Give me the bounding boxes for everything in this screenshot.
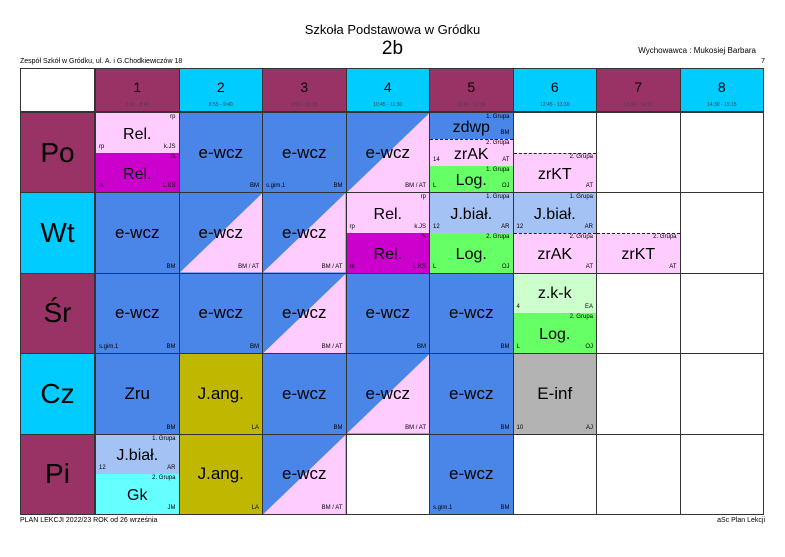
subject-name: J.biał. xyxy=(533,206,576,224)
subject-name: e-wcz xyxy=(282,142,327,162)
homeroom-teacher: Wychowawca : Mukosiej Barbara xyxy=(638,46,756,55)
subject-name: e-wcz xyxy=(198,223,243,243)
group-label: rp xyxy=(420,194,426,201)
lesson-cell xyxy=(95,353,180,434)
class-name: 2b xyxy=(381,38,404,59)
lesson-block[interactable] xyxy=(180,435,263,514)
subject-name: e-wcz xyxy=(115,223,160,243)
group-label: 2. Grupa xyxy=(486,140,510,147)
period-time: 13:40 - 14:25 xyxy=(623,102,653,108)
period-number: 4 xyxy=(383,79,392,95)
lesson-block[interactable] xyxy=(430,233,513,273)
teacher-initials: OJ xyxy=(501,183,510,190)
lesson-cell xyxy=(95,192,180,273)
subject-name: Log. xyxy=(539,326,571,344)
period-number: 8 xyxy=(717,79,726,95)
subject-name: e-wcz xyxy=(115,303,160,323)
subject-name: e-wcz xyxy=(198,142,243,162)
footer-software: aSc Plan Lekcji xyxy=(717,517,765,524)
group-label: 2. Grupa xyxy=(569,314,593,321)
teacher-initials: BM xyxy=(250,183,259,190)
lesson-cell xyxy=(513,273,598,354)
group-label: 1. Grupa xyxy=(486,194,510,201)
lesson-block[interactable] xyxy=(347,233,430,273)
day-label: Pi xyxy=(20,434,95,515)
period-header xyxy=(346,68,431,112)
room-label: 10 xyxy=(516,424,524,431)
lesson-cell xyxy=(179,192,264,273)
lesson-block[interactable] xyxy=(263,435,346,514)
teacher-initials: BM xyxy=(250,344,259,351)
day-label: Śr xyxy=(20,273,95,354)
teacher-initials: BM / AT xyxy=(405,424,426,431)
lesson-block[interactable] xyxy=(263,113,346,192)
teacher-initials: k.JS xyxy=(414,224,426,231)
subject-name: e-wcz xyxy=(365,383,410,403)
lesson-block[interactable] xyxy=(180,113,263,192)
period-time: 8:55 - 9:40 xyxy=(208,102,233,108)
room-label: 14 xyxy=(433,156,440,163)
teacher-initials: AR xyxy=(584,224,593,231)
lesson-block[interactable] xyxy=(96,153,179,193)
teacher-initials: JM xyxy=(167,504,176,511)
lesson-block[interactable] xyxy=(430,354,513,433)
lesson-cell xyxy=(346,353,431,434)
period-header xyxy=(262,68,347,112)
teacher-initials: BM xyxy=(417,344,426,351)
group-label: 1. Grupa xyxy=(152,435,176,442)
room-label: rp xyxy=(99,143,105,150)
day-label: Cz xyxy=(20,353,95,434)
teacher-initials: BM xyxy=(166,344,176,351)
teacher-initials: BM xyxy=(500,424,510,431)
empty-cell xyxy=(680,353,765,434)
lesson-cell xyxy=(262,434,347,515)
subject-name: e-wcz xyxy=(282,464,327,484)
lesson-block[interactable] xyxy=(430,166,513,192)
period-number: 3 xyxy=(300,79,309,95)
subject-name: Log. xyxy=(455,245,487,263)
subject-name: e-wcz xyxy=(449,464,494,484)
group-label: 2. Grupa xyxy=(569,234,593,241)
lesson-cell xyxy=(262,192,347,273)
lesson-block[interactable] xyxy=(263,193,346,272)
subject-name: e-wcz xyxy=(282,303,327,323)
empty-cell xyxy=(596,434,681,515)
teacher-initials: LA xyxy=(251,424,259,431)
subject-name: J.ang. xyxy=(197,464,244,484)
period-header xyxy=(513,68,598,112)
group-label: rk xyxy=(421,234,426,241)
lesson-cell xyxy=(429,192,514,273)
lesson-cell xyxy=(179,434,264,515)
lesson-block[interactable] xyxy=(96,274,179,353)
period-number: 7 xyxy=(634,79,643,95)
lesson-block[interactable] xyxy=(180,274,263,353)
timetable-grid xyxy=(20,68,766,514)
room-label: rk xyxy=(99,183,104,190)
room-label: L xyxy=(433,263,437,270)
empty-cell xyxy=(513,434,598,515)
teacher-initials: L.KS xyxy=(412,263,426,270)
subject-name: zrAK xyxy=(453,145,489,163)
room-label: s.gim.1 xyxy=(99,344,119,351)
group-label: 2. Grupa xyxy=(152,475,176,482)
period-number: 1 xyxy=(133,79,142,95)
lesson-cell xyxy=(513,112,598,193)
period-number: 5 xyxy=(467,79,476,95)
lesson-block[interactable] xyxy=(347,113,430,192)
lesson-cell xyxy=(513,192,598,273)
lesson-cell xyxy=(262,273,347,354)
room-label: 12 xyxy=(433,224,440,231)
lesson-block[interactable] xyxy=(430,139,513,166)
teacher-initials: BM / AT xyxy=(321,504,343,511)
lesson-cell xyxy=(346,273,431,354)
room-label: 12 xyxy=(99,465,106,472)
group-label: 2. Grupa xyxy=(569,153,593,160)
lesson-cell xyxy=(596,192,681,273)
lesson-cell xyxy=(429,353,514,434)
teacher-initials: BM / AT xyxy=(321,263,343,270)
lesson-cell xyxy=(95,434,180,515)
subject-name: zrKT xyxy=(537,165,572,183)
lesson-block[interactable] xyxy=(430,193,513,233)
lesson-block[interactable] xyxy=(514,153,597,193)
subject-name: Log. xyxy=(455,172,487,190)
subject-name: Rel. xyxy=(123,165,152,183)
teacher-initials: OJ xyxy=(501,263,510,270)
period-header xyxy=(95,68,180,112)
grid-corner xyxy=(20,68,95,112)
lesson-block[interactable] xyxy=(347,193,430,233)
subject-name: E-inf xyxy=(537,383,573,403)
day-label: Po xyxy=(20,112,95,193)
lesson-block[interactable] xyxy=(514,354,597,433)
group-label: 1. Grupa xyxy=(569,194,593,201)
lesson-block[interactable] xyxy=(514,233,597,273)
subject-name: Zru xyxy=(124,383,150,403)
teacher-initials: BM xyxy=(500,344,510,351)
teacher-initials: BM / AT xyxy=(238,263,259,270)
subject-name: e-wcz xyxy=(449,303,494,323)
teacher-initials: k.JS xyxy=(163,143,176,150)
period-time: 14:30 - 15:15 xyxy=(707,102,737,108)
room-label: s.gim.1 xyxy=(433,504,453,511)
lesson-block[interactable] xyxy=(430,274,513,353)
period-header xyxy=(680,68,765,112)
lesson-block[interactable] xyxy=(180,193,263,272)
teacher-initials: BM xyxy=(333,424,343,431)
subject-name: e-wcz xyxy=(365,142,410,162)
teacher-initials: OJ xyxy=(585,344,593,351)
lesson-block[interactable] xyxy=(96,354,179,433)
subject-name: e-wcz xyxy=(282,383,327,403)
lesson-block[interactable] xyxy=(96,113,179,153)
room-label: L xyxy=(433,183,437,190)
subject-name: J.ang. xyxy=(197,383,244,403)
lesson-block[interactable] xyxy=(263,274,346,353)
lesson-block[interactable] xyxy=(347,354,430,433)
lesson-cell xyxy=(513,353,598,434)
period-header xyxy=(596,68,681,112)
lesson-cell xyxy=(346,112,431,193)
subject-name: Rel. xyxy=(123,125,152,143)
period-time: 9:50 - 10:35 xyxy=(290,102,318,108)
footer-plan-info: PLAN LEKCJI 2022/23 ROK od 26 września xyxy=(20,517,158,524)
period-header xyxy=(429,68,514,112)
lesson-block[interactable] xyxy=(597,233,680,273)
group-label: 2. Grupa xyxy=(653,234,677,241)
lesson-block[interactable] xyxy=(263,354,346,433)
room-label: rp xyxy=(349,224,355,231)
teacher-initials: BM / AT xyxy=(321,344,343,351)
lesson-block[interactable] xyxy=(514,313,597,353)
room-label: s.gim.1 xyxy=(266,183,286,190)
empty-cell xyxy=(680,112,765,193)
teacher-initials: BM xyxy=(333,183,343,190)
teacher-initials: BM xyxy=(166,263,176,270)
lesson-cell xyxy=(346,192,431,273)
lesson-cell xyxy=(179,112,264,193)
subject-name: J.biał. xyxy=(450,206,493,224)
lesson-cell xyxy=(262,353,347,434)
empty-cell xyxy=(680,273,765,354)
school-name: Szkoła Podstawowa w Gródku xyxy=(304,22,481,37)
empty-cell xyxy=(596,353,681,434)
teacher-initials: AT xyxy=(585,263,593,270)
teacher-initials: AJ xyxy=(585,424,593,431)
period-header xyxy=(179,68,264,112)
subject-name: e-wcz xyxy=(198,303,243,323)
lesson-cell xyxy=(179,353,264,434)
lesson-block[interactable] xyxy=(96,474,179,514)
empty-cell xyxy=(680,192,765,273)
lesson-block[interactable] xyxy=(96,193,179,272)
subject-name: zdwp xyxy=(452,119,490,137)
group-label: rp xyxy=(170,114,176,120)
lesson-block[interactable] xyxy=(180,354,263,433)
period-time: 11:45 - 12:30 xyxy=(456,102,486,108)
lesson-block[interactable] xyxy=(430,435,513,514)
teacher-initials: AR xyxy=(167,465,176,472)
period-number: 6 xyxy=(550,79,559,95)
subject-name: zrAK xyxy=(537,245,573,263)
lesson-cell xyxy=(262,112,347,193)
period-number: 2 xyxy=(216,79,225,95)
day-label: Wt xyxy=(20,192,95,273)
page-number: 7 xyxy=(761,58,765,65)
period-time: 12:45 - 13:30 xyxy=(540,102,570,108)
group-label: 1. Grupa xyxy=(486,114,510,120)
subject-name: Rel. xyxy=(373,206,402,224)
lesson-block[interactable] xyxy=(514,193,597,233)
lesson-cell xyxy=(95,112,180,193)
empty-cell xyxy=(596,112,681,193)
group-label: 1. Grupa xyxy=(486,166,510,173)
subject-name: e-wcz xyxy=(449,383,494,403)
teacher-initials: BM xyxy=(500,130,510,137)
teacher-initials: L.KS xyxy=(162,183,176,190)
lesson-cell xyxy=(429,273,514,354)
teacher-initials: AT xyxy=(669,263,677,270)
lesson-block[interactable] xyxy=(347,274,430,353)
lesson-cell xyxy=(429,112,514,193)
subject-name: e-wcz xyxy=(365,303,410,323)
subject-name: z.k-k xyxy=(537,284,572,302)
period-time: 8:00 - 8:45 xyxy=(125,102,150,108)
lesson-cell xyxy=(179,273,264,354)
room-label: L xyxy=(516,344,520,351)
empty-cell xyxy=(680,434,765,515)
subject-name: e-wcz xyxy=(282,223,327,243)
teacher-initials: AR xyxy=(501,224,510,231)
teacher-initials: AT xyxy=(502,156,510,163)
group-label: rk xyxy=(170,153,176,160)
empty-cell xyxy=(596,273,681,354)
teacher-initials: AT xyxy=(585,183,593,190)
empty-cell xyxy=(346,434,431,515)
lesson-block[interactable] xyxy=(514,274,597,314)
subject-name: Gk xyxy=(127,487,148,505)
school-address: Zespół Szkół w Gródku, ul. A. i G.Chodkiewiczów 18 xyxy=(20,58,183,65)
lesson-cell xyxy=(429,434,514,515)
lesson-cell xyxy=(95,273,180,354)
subject-name: zrKT xyxy=(621,245,656,263)
room-label: 12 xyxy=(516,224,524,231)
teacher-initials: BM / AT xyxy=(405,183,426,190)
teacher-initials: EA xyxy=(584,304,593,311)
teacher-initials: BM xyxy=(166,424,176,431)
group-label: 2. Grupa xyxy=(486,234,510,241)
subject-name: Rel. xyxy=(373,245,402,263)
lesson-block[interactable] xyxy=(430,113,513,139)
room-label: rk xyxy=(349,263,355,270)
room-label: 4 xyxy=(516,304,520,311)
period-time: 10:45 - 11:30 xyxy=(373,102,403,108)
teacher-initials: BM xyxy=(500,504,510,511)
teacher-initials: LA xyxy=(251,504,259,511)
subject-name: J.biał. xyxy=(116,447,159,465)
lesson-block[interactable] xyxy=(96,435,179,475)
